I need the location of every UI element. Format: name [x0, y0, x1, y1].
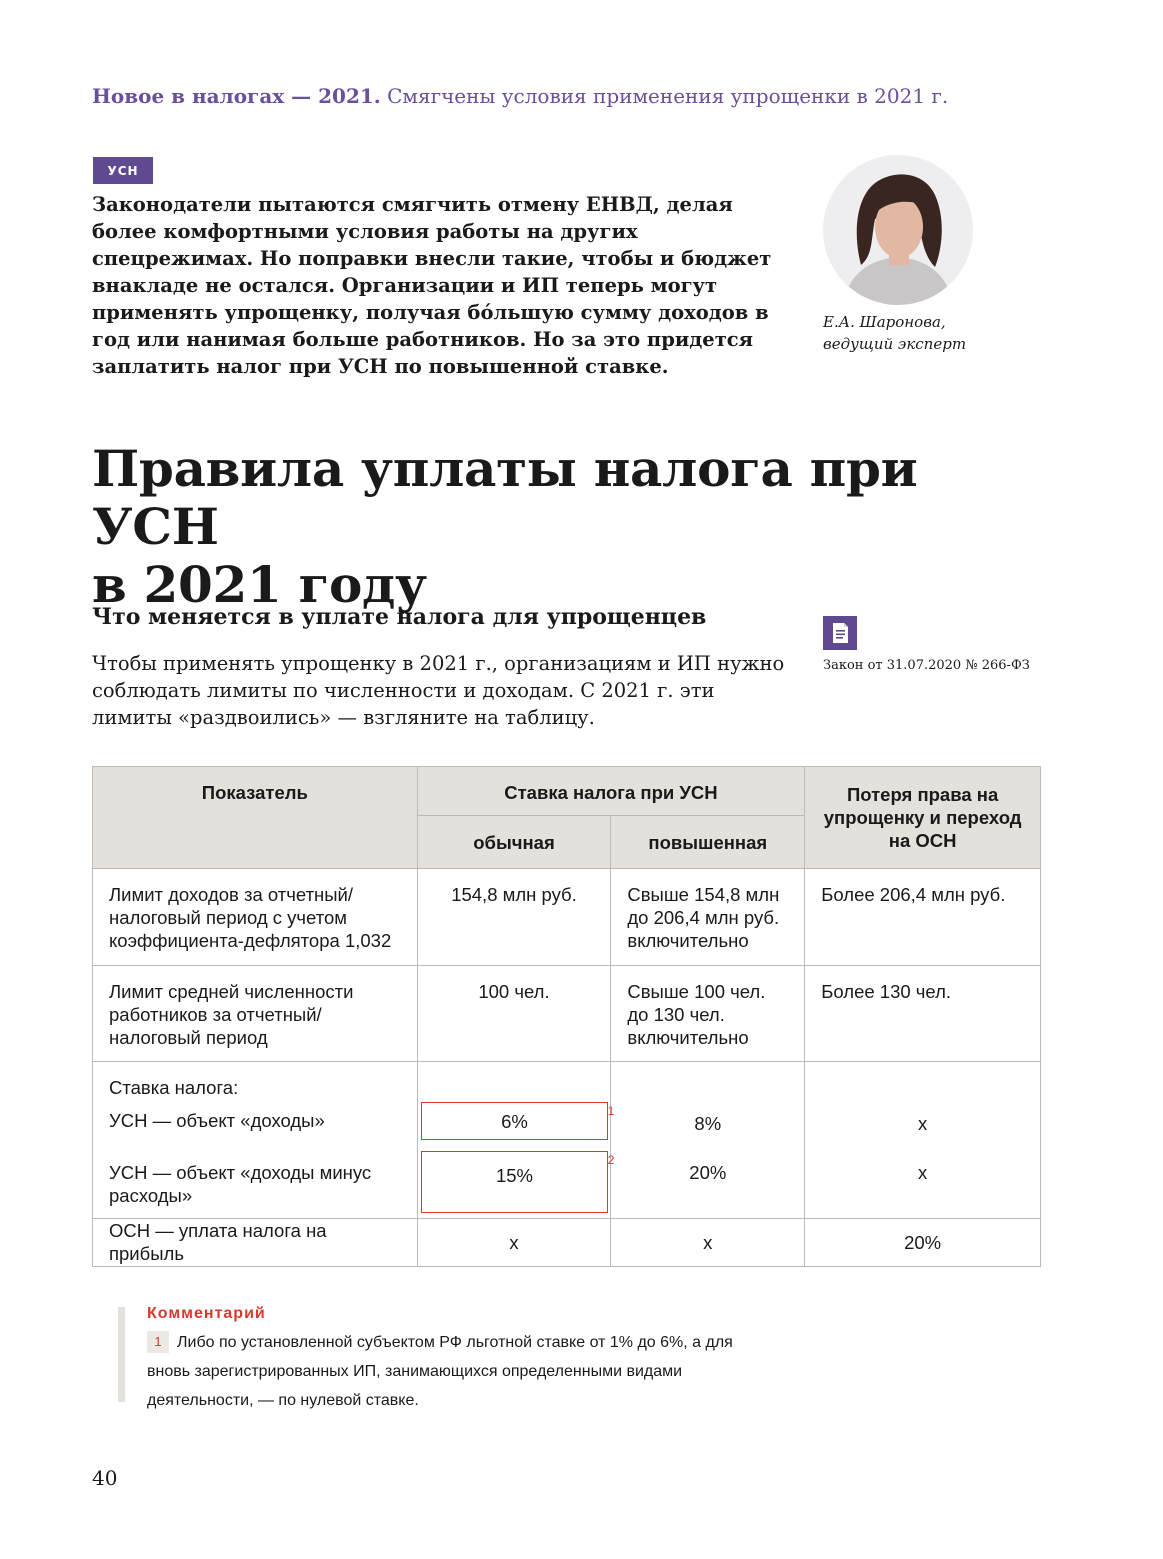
- rate-rows-label: [93, 1062, 418, 1146]
- comment-number: 1: [147, 1331, 169, 1353]
- document-icon[interactable]: [823, 616, 857, 650]
- cell-increased: 20%: [611, 1145, 805, 1218]
- cell-loss: х: [805, 1145, 1041, 1218]
- table-row: [93, 966, 1041, 1062]
- header-increased: повышенная: [611, 816, 805, 869]
- cell-increased: Свыше 100 чел. до 130 чел. включительно: [611, 966, 805, 1062]
- table-row: [93, 1062, 1041, 1146]
- cell-loss: Более 130 чел.: [805, 966, 1041, 1062]
- cell-increased: 8%: [611, 1062, 805, 1146]
- cell-increased: Свыше 154,8 млн до 206,4 млн руб. включительно: [611, 869, 805, 966]
- limits-table: [92, 766, 1041, 1267]
- cell-increased: х: [611, 1218, 805, 1266]
- cell-regular: 100 чел.: [417, 966, 611, 1062]
- title-line-2: в 2021 году: [92, 555, 427, 614]
- comment-title: Комментарий: [147, 1305, 266, 1322]
- table-row: [93, 1145, 1041, 1218]
- comment-text: Либо по установленной субъектом РФ льготной ставке от 1% до 6%, а для вновь зарегистрированных ИП, занимающихся определенными видами деятельности, — по нулевой ставке.: [147, 1334, 733, 1409]
- section-intro: Чтобы применять упрощенку в 2021 г., организациям и ИП нужно соблюдать лимиты по численности и доходам. С 2021 г. эти лимиты «раздвоились» — взгляните на таблицу.: [92, 652, 785, 729]
- rate-group-label: Ставка налога:: [109, 1077, 239, 1098]
- author-name: Е.А. Шаронова,: [823, 313, 946, 331]
- author-role: ведущий эксперт: [823, 335, 967, 353]
- rubric-tag: УСН: [93, 157, 153, 184]
- cell-loss: 20%: [805, 1218, 1041, 1266]
- page-header: [92, 84, 948, 108]
- header-rubric: Новое в налогах — 2021.: [92, 84, 381, 108]
- row-label: Лимит средней численности работников за отчетный/налоговый период: [93, 966, 418, 1062]
- table-row: [93, 1218, 1041, 1266]
- comment-body: [147, 1328, 767, 1415]
- header-loss: Потеря права на упрощенку и переход на ОСН: [805, 767, 1041, 869]
- row-label: УСН — объект «доходы»: [109, 1110, 325, 1131]
- cell-regular: х: [417, 1218, 611, 1266]
- page-number: 40: [92, 1466, 118, 1490]
- rate-value: 15%: [495, 1165, 533, 1186]
- cell-loss: Более 206,4 млн руб.: [805, 869, 1041, 966]
- author-portrait-icon: [823, 155, 973, 305]
- cell-regular: [417, 1062, 615, 1146]
- cell-regular: [417, 1145, 615, 1218]
- row-label: Лимит доходов за отчетный/налоговый период с учетом коэффициента-дефлятора 1,032: [93, 869, 418, 966]
- header-rate: Ставка налога при УСН: [417, 767, 805, 816]
- note-marker[interactable]: 1: [607, 1104, 615, 1118]
- article-title: [92, 440, 1052, 614]
- cell-regular: 154,8 млн руб.: [417, 869, 611, 966]
- rate-value: 6%: [501, 1110, 528, 1132]
- cell-loss: х: [805, 1062, 1041, 1146]
- section-heading: Что меняется в уплате налога для упрощенцев: [92, 604, 707, 630]
- lead-paragraph: Законодатели пытаются смягчить отмену ЕНВД, делая более комфортными условия работы на других спецрежимах. Но поправки внесли такие, чтобы и бюджет внакладе не остался. Организации и ИП теперь могут применять упрощенку, получая бóльшую сумму доходов в год или нанимая больше работников. Но за это придется заплатить налог при УСН по повышенной ставке.: [92, 193, 772, 378]
- rate-highlight: [421, 1151, 615, 1213]
- law-reference[interactable]: Закон от 31.07.2020 № 266-ФЗ: [823, 658, 1030, 673]
- header-indicator: Показатель: [93, 767, 418, 869]
- row-label: УСН — объект «доходы минус расходы»: [93, 1145, 418, 1218]
- title-line-1: Правила уплаты налога при УСН: [92, 439, 918, 556]
- header-regular: обычная: [417, 816, 611, 869]
- note-marker[interactable]: 2: [607, 1153, 615, 1167]
- author-caption: [823, 311, 966, 355]
- header-subtitle: Смягчены условия применения упрощенки в 2021 г.: [387, 84, 949, 108]
- author-photo: [823, 155, 973, 305]
- row-label: ОСН — уплата налога на прибыль: [93, 1218, 418, 1266]
- rate-highlight: [421, 1102, 615, 1140]
- table-row: [93, 869, 1041, 966]
- comment-bar: [118, 1307, 125, 1402]
